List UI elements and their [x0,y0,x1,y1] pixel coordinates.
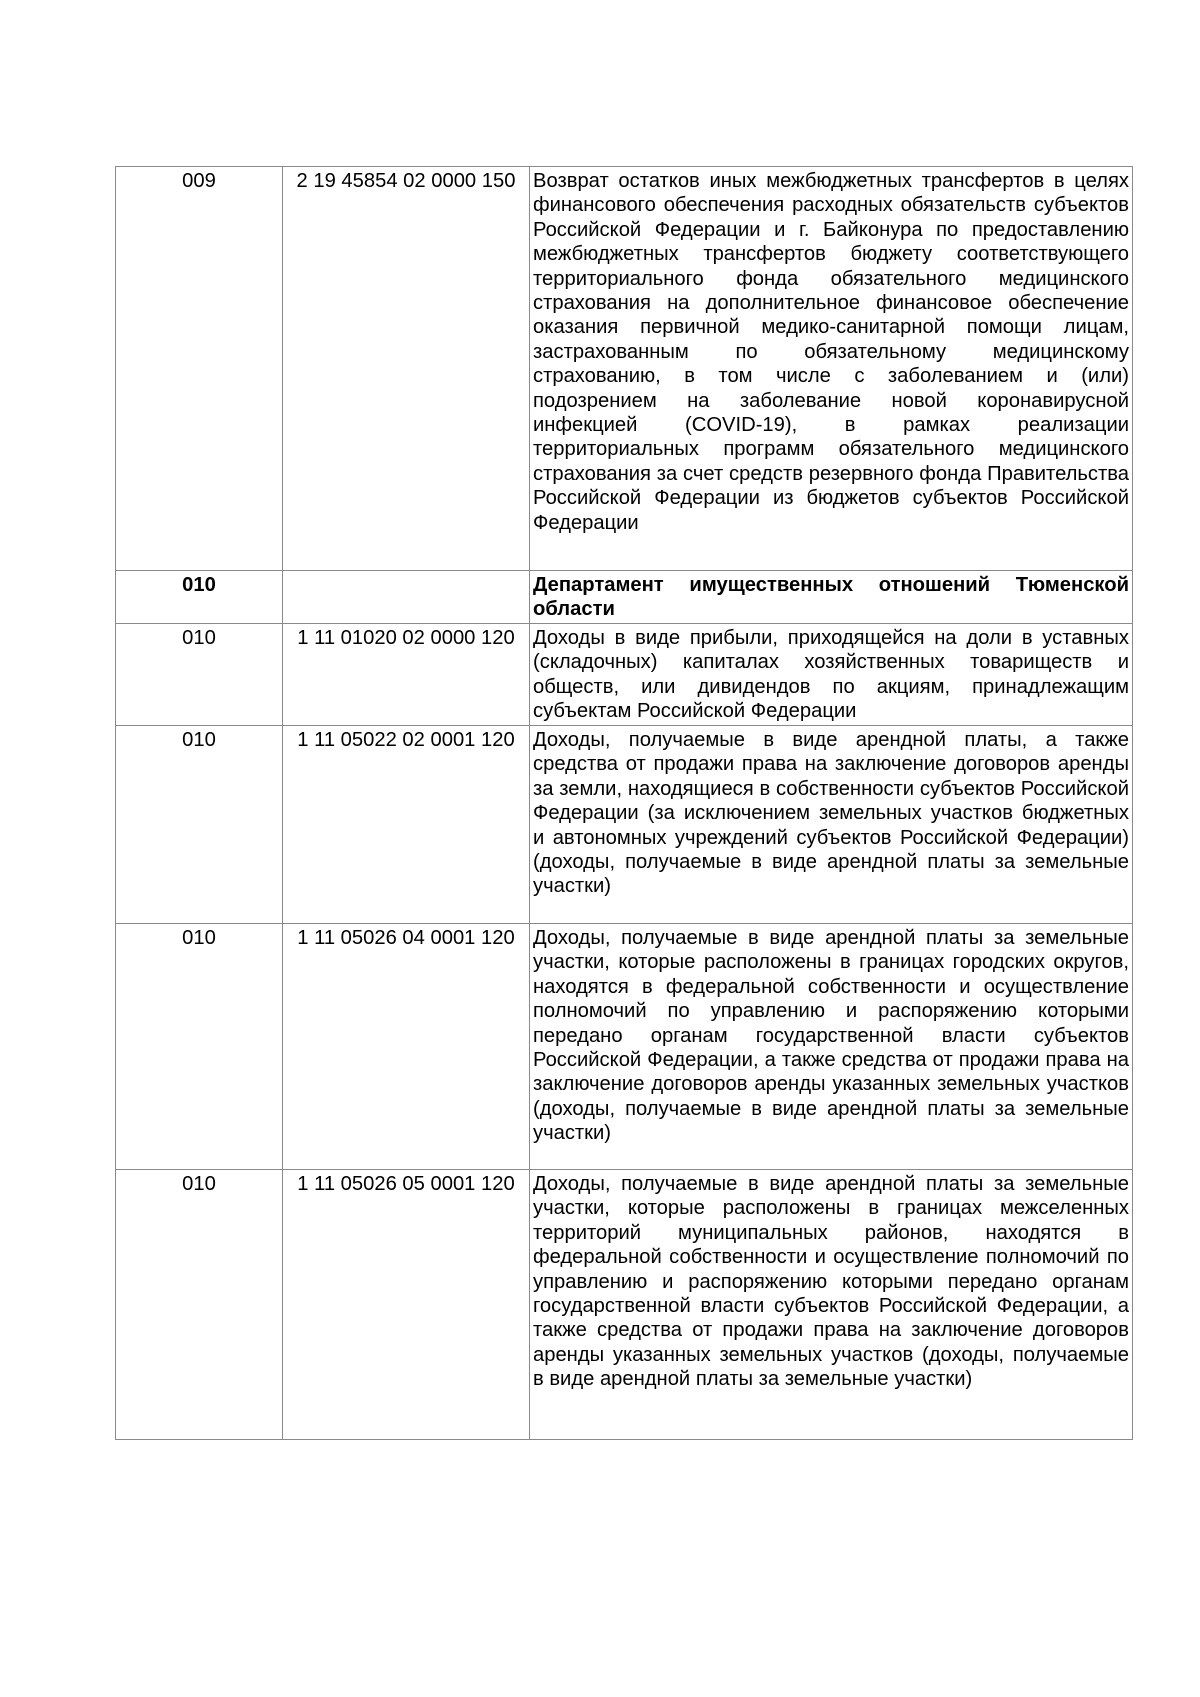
description-text: Возврат остатков иных межбюджетных трансфертов в целях финансового обеспечения расходных обязательств субъектов Российской Федерации и г. Байконура по предоставлению межбюджетных трансфертов бюджету соответствующего территориального фонда обязательного медицинского страхования на дополнительное финансовое обеспечение оказания первичной медико-санитарной помощи лицам, застрахованным по обязательному медицинскому страхованию, в том числе с заболеванием и (или) подозрением на заболевание новой коронавирусной инфекцией (COVID-19), в рамках реализации территориальных программ обязательного медицинского страхования за счет средств резервного фонда Правительства Российской Федерации из бюджетов субъектов Российской Федерации [533,170,1129,534]
description-cell [530,167,1133,571]
income-code-cell: 1 11 01020 02 0000 120 [283,624,530,726]
admin-code-cell: 010 [116,1170,283,1440]
income-code-cell: 1 11 05026 05 0001 120 [283,1170,530,1440]
table-row [116,726,1133,924]
income-code-cell: 1 11 05026 04 0001 120 [283,924,530,1170]
description-cell [530,924,1133,1170]
description-text: Доходы, получаемые в виде арендной платы, а также средства от продажи права на заключение договоров аренды за земли, находящиеся в собственности субъектов Российской Федерации (за исключением земельных участков бюджетных и автономных учреждений субъектов Российской Федерации) (доходы, получаемые в виде арендной платы за земельные участки) [533,729,1129,898]
description-cell [530,571,1133,624]
income-code-cell: 1 11 05022 02 0001 120 [283,726,530,924]
income-code-cell: 2 19 45854 02 0000 150 [283,167,530,571]
department-heading: Департамент имущественных отношений Тюменской области [533,574,1129,621]
admin-code-cell: 010 [116,924,283,1170]
income-code-cell [283,571,530,624]
description-cell [530,726,1133,924]
description-text: Доходы, получаемые в виде арендной платы за земельные участки, которые расположены в границах межселенных территорий муниципальных районов, находятся в федеральной собственности и осуществление полномочий по управлению и распоряжению которыми передано органам государственной власти субъектов Российской Федерации, а также средства от продажи права на заключение договоров аренды указанных земельных участков (доходы, получаемые в виде арендной платы за земельные участки) [533,1173,1129,1391]
table-row [116,167,1133,571]
budget-classification-table [115,166,1133,1440]
description-cell [530,1170,1133,1440]
admin-code-cell: 010 [116,571,283,624]
description-text: Доходы в виде прибыли, приходящейся на доли в уставных (складочных) капиталах хозяйственных товариществ и обществ, или дивидендов по акциям, принадлежащим субъектам Российской Федерации [533,627,1129,723]
table-row [116,1170,1133,1440]
description-text: Доходы, получаемые в виде арендной платы за земельные участки, которые расположены в границах городских округов, находятся в федеральной собственности и осуществление полномочий по управлению и распоряжению которыми передано органам государственной власти субъектов Российской Федерации, а также средства от продажи права на заключение договоров аренды указанных земельных участков (доходы, получаемые в виде арендной платы за земельные участки) [533,927,1129,1145]
table-row [116,924,1133,1170]
description-cell [530,624,1133,726]
table-row [116,624,1133,726]
table-row-heading [116,571,1133,624]
admin-code-cell: 010 [116,726,283,924]
admin-code-cell: 009 [116,167,283,571]
admin-code-cell: 010 [116,624,283,726]
